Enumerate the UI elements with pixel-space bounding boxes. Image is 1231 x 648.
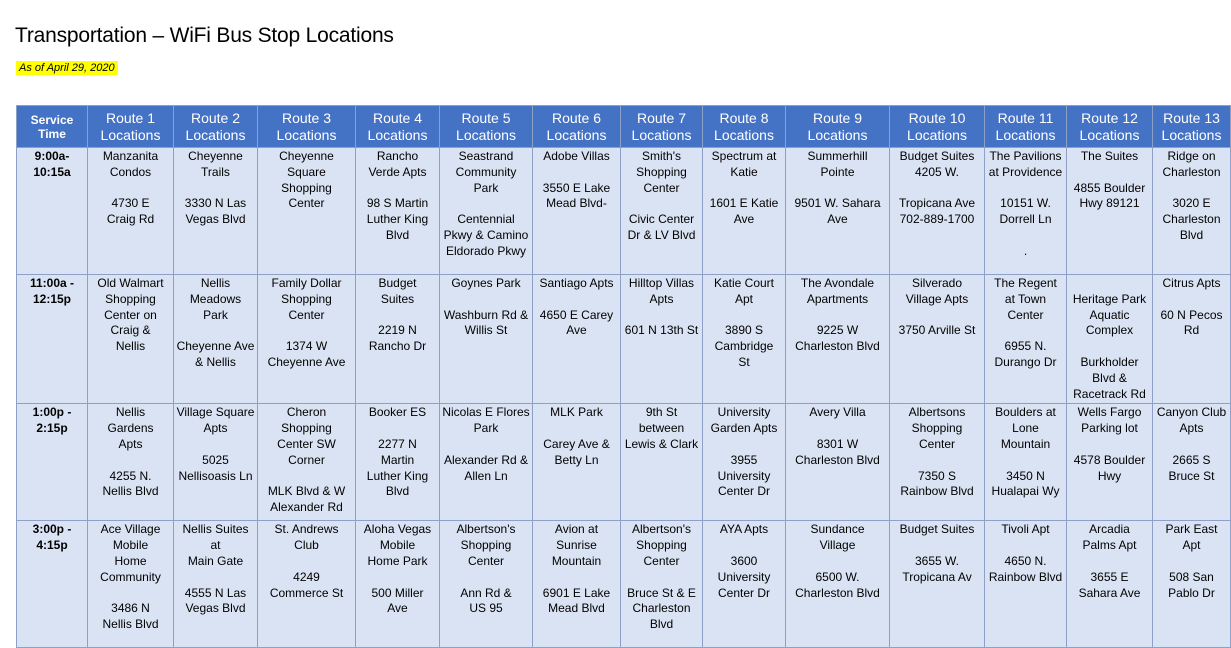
header-route-2 <box>174 106 258 148</box>
location-text: The Avondale Apartments 9225 W Charleston Blvd <box>795 276 880 354</box>
header-route-7 <box>621 106 703 148</box>
route-12-location-cell <box>1067 275 1153 404</box>
header-route-label: Route 12 Locations <box>1079 109 1140 143</box>
route-10-location-cell <box>890 275 985 404</box>
header-route-label: Route 1 Locations <box>100 109 161 143</box>
location-text: Seastrand Community Park Centennial Pkwy & Camino Eldorado Pkwy <box>443 149 529 258</box>
header-route-8 <box>703 106 786 148</box>
as-of-date: As of April 29, 2020 <box>16 61 118 75</box>
route-8-location-cell <box>703 404 786 521</box>
location-text: Tivoli Apt 4650 N. Rainbow Blvd <box>988 522 1063 584</box>
location-text: Albertson's Shopping Center Bruce St & E Charleston Blvd <box>627 522 696 632</box>
location-text: 9th St between Lewis & Clark <box>624 405 699 451</box>
table-row <box>17 521 1231 648</box>
table-row <box>17 148 1231 275</box>
service-time-label: 3:00p - 4:15p <box>32 522 72 553</box>
location-text: Wells Fargo Parking lot 4578 Boulder Hwy <box>1073 405 1146 483</box>
header-route-5 <box>440 106 533 148</box>
header-route-label: Route 13 Locations <box>1161 109 1222 143</box>
location-text: Goynes Park Washburn Rd & Willis St <box>443 276 529 338</box>
route-13-location-cell <box>1153 275 1231 404</box>
route-2-location-cell <box>174 404 258 521</box>
location-text: Avery Villa 8301 W Charleston Blvd <box>795 405 880 467</box>
route-11-location-cell <box>985 404 1067 521</box>
service-time-cell <box>17 521 88 648</box>
location-text: Arcadia Palms Apt 3655 E Sahara Ave <box>1078 522 1141 600</box>
header-route-10 <box>890 106 985 148</box>
location-text: Adobe Villas 3550 E Lake Mead Blvd- <box>542 149 611 211</box>
route-9-location-cell <box>786 521 890 648</box>
page-title: Transportation – WiFi Bus Stop Locations <box>15 24 394 47</box>
route-9-location-cell <box>786 148 890 275</box>
location-text: Sundance Village 6500 W. Charleston Blvd <box>795 522 880 600</box>
location-text: Manzanita Condos 4730 E Craig Rd <box>102 149 159 227</box>
location-text: Nellis Meadows Park Cheyenne Ave & Nellis <box>176 276 255 369</box>
location-text: Aloha Vegas Mobile Home Park 500 Miller Ave <box>363 522 432 616</box>
location-text: Avion at Sunrise Mountain 6901 E Lake Mead Blvd <box>542 522 611 616</box>
location-text: AYA Apts 3600 University Center Dr <box>717 522 771 600</box>
location-text: Budget Suites 2219 N Rancho Dr <box>368 276 427 354</box>
route-3-location-cell <box>258 148 356 275</box>
route-1-location-cell <box>88 404 174 521</box>
location-text: Ridge on Charleston 3020 E Charleston Blvd <box>1162 149 1221 242</box>
header-route-label: Route 9 Locations <box>807 109 868 143</box>
table-body <box>17 148 1231 648</box>
location-text: Smith's Shopping Center Civic Center Dr & LV Blvd <box>627 149 696 242</box>
route-11-location-cell <box>985 521 1067 648</box>
location-text: Ace Village Mobile Home Community 3486 N Nellis Blvd <box>100 522 161 632</box>
route-12-location-cell <box>1067 148 1153 275</box>
location-text: Heritage Park Aquatic Complex Burkholder Blvd & Racetrack Rd <box>1072 291 1147 401</box>
header-route-label: Route 4 Locations <box>367 109 428 143</box>
bus-stop-table <box>16 105 1231 648</box>
header-route-9 <box>786 106 890 148</box>
header-route-label: Route 5 Locations <box>456 109 516 143</box>
header-route-13 <box>1153 106 1231 148</box>
location-text: MLK Park Carey Ave & Betty Ln <box>543 405 610 467</box>
header-route-3 <box>258 106 356 148</box>
location-text: Canyon Club Apts 2665 S Bruce St <box>1156 405 1227 483</box>
location-text: Cheron Shopping Center SW Corner MLK Blvd & W Alexander Rd <box>267 405 346 515</box>
route-8-location-cell <box>703 148 786 275</box>
service-time-label: 11:00a - 12:15p <box>29 276 75 306</box>
header-service-time-label: Service Time <box>30 112 74 141</box>
header-route-4 <box>356 106 440 148</box>
route-12-location-cell <box>1067 404 1153 521</box>
route-6-location-cell <box>533 275 621 404</box>
route-13-location-cell <box>1153 521 1231 648</box>
location-text: Old Walmart Shopping Center on Craig & Nellis <box>97 276 164 354</box>
location-text: The Regent at Town Center 6955 N. Durango Dr <box>994 276 1057 369</box>
route-4-location-cell <box>356 521 440 648</box>
location-text: Citrus Apts 60 N Pecos Rd <box>1160 276 1223 338</box>
location-text: Silverado Village Apts 3750 Arville St <box>898 276 976 338</box>
location-text: Santiago Apts 4650 E Carey Ave <box>539 276 614 338</box>
service-time-label: 9:00a- 10:15a <box>33 149 71 179</box>
table-row <box>17 275 1231 404</box>
location-text: Spectrum at Katie 1601 E Katie Ave <box>709 149 779 227</box>
location-text: Family Dollar Shopping Center 1374 W Cheyenne Ave <box>267 276 346 369</box>
route-10-location-cell <box>890 404 985 521</box>
route-6-location-cell <box>533 404 621 521</box>
route-7-location-cell <box>621 404 703 521</box>
location-text: Nicolas E Flores Park Alexander Rd & Allen Ln <box>442 405 530 483</box>
route-9-location-cell <box>786 275 890 404</box>
header-route-6 <box>533 106 621 148</box>
location-text: Albertsons Shopping Center 7350 S Rainbow Blvd <box>900 405 974 499</box>
service-time-label: 1:00p - 2:15p <box>32 405 72 436</box>
header-route-label: Route 7 Locations <box>631 109 692 143</box>
route-1-location-cell <box>88 275 174 404</box>
location-text: The Suites 4855 Boulder Hwy 89121 <box>1073 149 1146 211</box>
route-7-location-cell <box>621 521 703 648</box>
location-text: St. Andrews Club 4249 Commerce St <box>269 522 344 600</box>
route-2-location-cell <box>174 148 258 275</box>
route-1-location-cell <box>88 521 174 648</box>
service-time-cell <box>17 275 88 404</box>
route-3-location-cell <box>258 404 356 521</box>
header-service-time <box>17 106 88 148</box>
location-text: Nellis Suites at Main Gate 4555 N Las Vegas Blvd <box>182 522 249 616</box>
location-text: Cheyenne Square Shopping Center <box>279 149 334 211</box>
route-4-location-cell <box>356 275 440 404</box>
location-text: Summerhill Pointe 9501 W. Sahara Ave <box>794 149 881 227</box>
location-text: Budget Suites 4205 W. Tropicana Ave 702-889-1700 <box>898 149 976 227</box>
route-5-location-cell <box>440 521 533 648</box>
header-route-label: Route 10 Locations <box>907 109 967 143</box>
route-13-location-cell <box>1153 148 1231 275</box>
location-text: Park East Apt 508 San Pablo Dr <box>1165 522 1218 600</box>
route-8-location-cell <box>703 275 786 404</box>
header-route-label: Route 6 Locations <box>546 109 607 143</box>
location-text: University Garden Apts 3955 University Center Dr <box>710 405 778 499</box>
location-text: Albertson's Shopping Center Ann Rd & US 95 <box>456 522 516 616</box>
header-route-12 <box>1067 106 1153 148</box>
header-route-label: Route 3 Locations <box>276 109 337 143</box>
header-route-label: Route 8 Locations <box>714 109 774 143</box>
header-route-label: Route 11 Locations <box>995 109 1056 143</box>
route-7-location-cell <box>621 148 703 275</box>
location-text: Katie Court Apt 3890 S Cambridge St <box>713 276 775 369</box>
route-2-location-cell <box>174 275 258 404</box>
table-row <box>17 404 1231 521</box>
route-8-location-cell <box>703 521 786 648</box>
route-5-location-cell <box>440 404 533 521</box>
header-route-11 <box>985 106 1067 148</box>
route-1-location-cell <box>88 148 174 275</box>
route-12-location-cell <box>1067 521 1153 648</box>
header-route-1 <box>88 106 174 148</box>
location-text: Hilltop Villas Apts 601 N 13th St <box>624 276 699 338</box>
location-text: The Pavilions at Providence 10151 W. Dorrell Ln . <box>988 149 1063 258</box>
header-row <box>17 106 1231 148</box>
location-text: Booker ES 2277 N Martin Luther King Blvd <box>366 405 429 499</box>
route-10-location-cell <box>890 521 985 648</box>
route-4-location-cell <box>356 404 440 521</box>
route-3-location-cell <box>258 521 356 648</box>
service-time-cell <box>17 404 88 521</box>
route-3-location-cell <box>258 275 356 404</box>
location-text: Budget Suites 3655 W. Tropicana Av <box>899 522 975 584</box>
route-11-location-cell <box>985 275 1067 404</box>
service-time-cell <box>17 148 88 275</box>
route-6-location-cell <box>533 521 621 648</box>
route-5-location-cell <box>440 275 533 404</box>
location-text: Nellis Gardens Apts 4255 N. Nellis Blvd <box>102 405 159 499</box>
route-9-location-cell <box>786 404 890 521</box>
route-2-location-cell <box>174 521 258 648</box>
header-route-label: Route 2 Locations <box>185 109 246 143</box>
route-11-location-cell <box>985 148 1067 275</box>
route-6-location-cell <box>533 148 621 275</box>
route-4-location-cell <box>356 148 440 275</box>
location-text: Rancho Verde Apts 98 S Martin Luther King Blvd <box>366 149 429 242</box>
location-text: Village Square Apts 5025 Nellisoasis Ln <box>176 405 255 483</box>
route-13-location-cell <box>1153 404 1231 521</box>
route-5-location-cell <box>440 148 533 275</box>
route-7-location-cell <box>621 275 703 404</box>
location-text: Boulders at Lone Mountain 3450 N Hualapai Wy <box>991 405 1060 499</box>
location-text: Cheyenne Trails 3330 N Las Vegas Blvd <box>184 149 247 227</box>
route-10-location-cell <box>890 148 985 275</box>
